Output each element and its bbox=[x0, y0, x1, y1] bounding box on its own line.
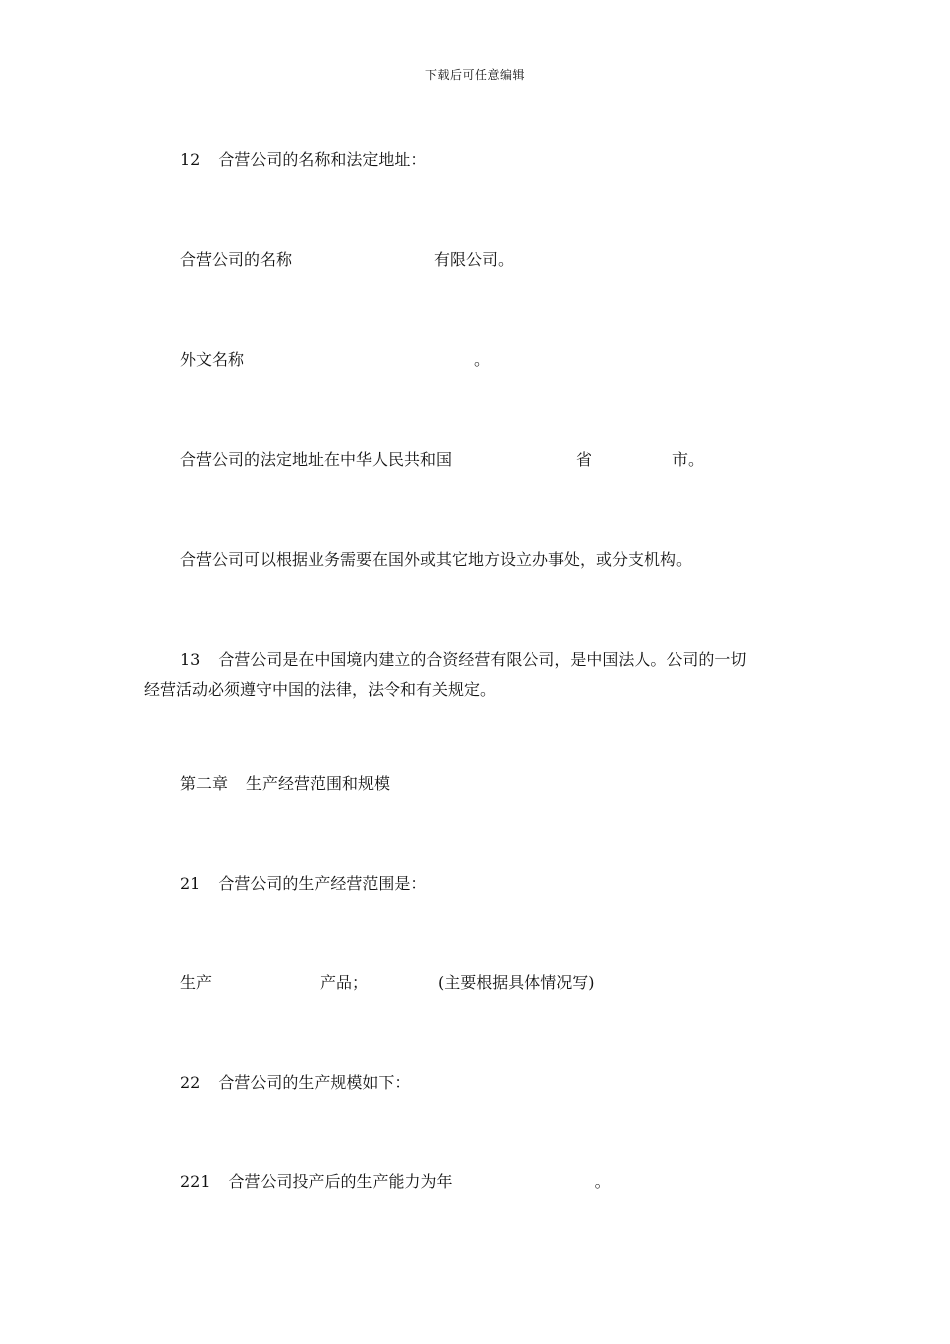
production-label: 生产 bbox=[180, 973, 213, 992]
foreign-name-label: 外文名称 bbox=[180, 350, 245, 369]
clause-suffix: 。 bbox=[594, 1172, 611, 1191]
legal-address-line bbox=[180, 450, 704, 470]
city-label: 市。 bbox=[672, 450, 705, 469]
product-label: 产品； bbox=[320, 973, 369, 992]
province-label: 省 bbox=[576, 450, 593, 469]
clause-13-line-1: 13 合营公司是在中国境内建立的合资经营有限公司，是中国法人。公司的一切 bbox=[180, 650, 747, 669]
company-name-suffix: 有限公司。 bbox=[434, 250, 515, 269]
chapter-title: 生产经营范围和规模 bbox=[246, 774, 391, 793]
clause-text: 合营公司的名称和法定地址： bbox=[218, 150, 427, 169]
clause-text: 合营公司的生产经营范围是： bbox=[218, 874, 427, 893]
page-header: 下载后可任意编辑 bbox=[424, 68, 525, 82]
clause-number: 21 bbox=[180, 874, 201, 893]
chapter-number: 第二章 bbox=[180, 774, 229, 793]
clause-number: 13 bbox=[180, 650, 201, 669]
foreign-name-suffix: 。 bbox=[474, 350, 491, 369]
clause-number: 221 bbox=[180, 1172, 211, 1191]
clause-12 bbox=[180, 150, 426, 170]
branches-line: 合营公司可以根据业务需要在国外或其它地方设立办事处，或分支机构。 bbox=[180, 550, 693, 569]
production-line bbox=[180, 973, 595, 993]
clause-21 bbox=[180, 874, 426, 894]
clause-text: 合营公司投产后的生产能力为年 bbox=[228, 1172, 453, 1191]
foreign-name-line bbox=[180, 350, 490, 370]
production-note: (主要根据具体情况写) bbox=[438, 973, 595, 992]
chapter-heading bbox=[180, 774, 390, 794]
clause-text: 合营公司的生产规模如下： bbox=[218, 1073, 411, 1092]
company-name-line bbox=[180, 250, 514, 270]
clause-22 bbox=[180, 1073, 410, 1093]
clause-number: 12 bbox=[180, 150, 201, 169]
clause-number: 22 bbox=[180, 1073, 201, 1092]
clause-13 bbox=[144, 645, 804, 705]
legal-address-label: 合营公司的法定地址在中华人民共和国 bbox=[180, 450, 453, 469]
clause-13-line-2: 经营活动必须遵守中国的法律，法令和有关规定。 bbox=[144, 680, 497, 699]
clause-221 bbox=[180, 1172, 611, 1192]
company-name-label: 合营公司的名称 bbox=[180, 250, 293, 269]
